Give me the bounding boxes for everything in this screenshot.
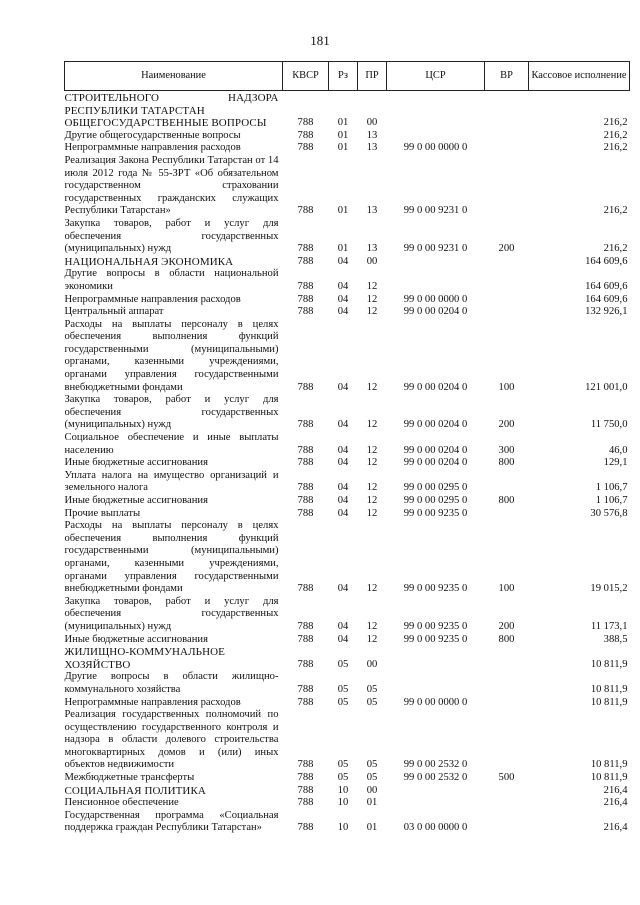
row-name: Иные бюджетные ассигнования [64,495,208,506]
row-csr: 99 0 00 9235 0 [403,620,468,632]
row-pr: 01 [366,797,378,809]
row-vr [485,294,529,307]
table-body [65,91,630,836]
row-name: Иные бюджетные ассигнования [64,457,208,469]
row-pr: 12 [366,280,378,292]
budget-table [64,61,630,835]
table-row [65,634,630,647]
row-pr: 12 [366,583,378,595]
row-csr [387,91,485,118]
row-rz: 05 [337,696,349,708]
row-kvsr: 788 [297,583,314,595]
row-kvsr: 788 [297,633,314,645]
row-pr: 12 [366,306,378,318]
row-amount: 19 015,2 [590,583,628,595]
row-kvsr: 788 [297,306,314,318]
row-vr [485,155,529,218]
table-row [65,772,630,785]
header-pr: ПР [358,62,387,91]
row-amount: 132 926,1 [585,306,628,318]
row-csr [387,671,485,696]
row-csr: 03 0 00 0000 0 [403,822,468,834]
row-amount: 216,4 [603,784,628,796]
row-name: ОБЩЕГОСУДАРСТВЕННЫЕ ВОПРОСЫ [64,117,267,130]
row-pr: 12 [366,495,378,506]
row-csr: 99 0 00 0000 0 [403,696,468,708]
row-rz: 04 [337,255,349,267]
row-pr: 00 [366,255,378,267]
row-pr [358,91,387,118]
row-kvsr: 788 [297,507,314,519]
row-name: Иные бюджетные ассигнования [64,633,208,645]
table-row [65,470,630,495]
row-pr: 13 [366,243,378,255]
row-amount: 10 811,9 [590,683,628,695]
row-rz: 05 [337,683,349,695]
row-vr [485,697,529,710]
row-rz: 01 [337,243,349,255]
row-name: Пенсионное обеспечение [64,797,179,809]
table-row [65,117,630,130]
row-kvsr: 788 [297,457,314,469]
row-csr: 99 0 00 0000 0 [403,142,468,154]
row-kvsr: 788 [297,293,314,305]
row-amount: 10 811,9 [590,658,628,670]
row-vr [485,470,529,495]
row-pr: 00 [366,784,378,796]
table-row [65,508,630,521]
row-rz: 05 [337,658,349,670]
row-pr: 05 [366,683,378,695]
row-rz: 04 [337,583,349,595]
row-amount: 216,2 [603,243,628,255]
row-vr [485,91,529,118]
row-csr: 99 0 00 2532 0 [403,772,468,784]
row-vr: 800 [498,457,515,469]
header-kvsr: КВСР [283,62,329,91]
table-row [65,394,630,432]
row-pr: 12 [366,444,378,456]
row-csr: 99 0 00 0000 0 [403,293,468,305]
row-amount: 216,2 [603,205,628,217]
header-kassovoe: Кассовое исполнение [529,62,630,91]
table-row [65,810,630,835]
page-number: 181 [310,33,330,48]
row-vr: 200 [498,419,515,431]
row-rz: 04 [337,633,349,645]
row-csr: 99 0 00 0204 0 [403,381,468,393]
row-csr: 99 0 00 0295 0 [403,495,468,506]
row-kvsr: 788 [297,797,314,809]
row-amount: 164 609,6 [585,280,628,292]
header-name: Наименование [65,62,283,91]
row-rz: 04 [337,306,349,318]
row-pr: 05 [366,772,378,784]
table-row [65,785,630,798]
header-vr: ВР [485,62,529,91]
row-csr: 99 0 00 9231 0 [403,243,468,255]
row-vr: 100 [498,381,515,393]
row-rz: 04 [337,419,349,431]
row-name: Расходы на выплаты персоналу в целях обеспечения выполнения функций государственными (муниципальными) органами, казенными учреждениями, органами управления государственными внебюджетными фондами [64,318,279,393]
row-kvsr: 788 [297,243,314,255]
row-amount: 216,2 [603,129,628,141]
row-kvsr: 788 [297,696,314,708]
row-kvsr: 788 [297,381,314,393]
table-row [65,671,630,696]
row-pr: 00 [366,658,378,670]
row-kvsr: 788 [297,772,314,784]
header-csr: ЦСР [387,62,485,91]
row-pr: 12 [366,381,378,393]
row-vr [485,671,529,696]
row-name: Другие вопросы в области жилищно-коммунального хозяйства [64,671,279,695]
row-kvsr: 788 [297,444,314,456]
row-kvsr: 788 [297,205,314,217]
row-kvsr: 788 [297,620,314,632]
row-name: Закупка товаров, работ и услуг для обеспечения государственных (муниципальных) нужд [64,595,279,632]
row-pr: 13 [366,205,378,217]
row-amount: 216,4 [603,797,628,809]
row-name: Закупка товаров, работ и услуг для обеспечения государственных (муниципальных) нужд [64,394,279,431]
table-row [65,457,630,470]
row-name: Непрограммные направления расходов [64,142,241,154]
row-name: Закупка товаров, работ и услуг для обеспечения государственных (муниципальных) нужд [64,217,279,255]
row-csr: 99 0 00 0204 0 [403,444,468,456]
row-amount: 164 609,6 [585,293,628,305]
row-csr: 99 0 00 9231 0 [403,205,468,217]
table-row [65,432,630,457]
row-pr: 00 [366,117,378,129]
row-amount: 216,2 [603,142,628,154]
row-amount: 11 750,0 [590,419,628,431]
row-kvsr: 788 [297,129,314,141]
row-kvsr: 788 [297,822,314,834]
row-rz [329,91,358,118]
table-row [65,155,630,218]
row-csr: 99 0 00 2532 0 [403,759,468,771]
row-pr: 13 [366,129,378,141]
row-name: Другие вопросы в области национальной экономики [64,268,279,292]
row-rz: 01 [337,117,349,129]
row-amount: 10 811,9 [590,772,628,784]
row-amount: 216,2 [603,117,628,129]
row-vr [485,646,529,671]
row-csr [387,785,485,798]
row-csr [387,268,485,293]
table-row [65,130,630,143]
row-name: СТРОИТЕЛЬНОГО НАДЗОРА РЕСПУБЛИКИ ТАТАРСТАН [64,92,279,117]
row-csr [387,130,485,143]
row-vr [485,256,529,269]
row-vr [485,709,529,772]
row-amount: 1 106,7 [595,482,628,494]
row-vr: 100 [498,583,515,595]
row-amount [529,91,630,118]
row-vr: 300 [498,444,515,456]
row-kvsr: 788 [297,759,314,771]
row-rz: 04 [337,381,349,393]
row-vr [485,785,529,798]
row-csr: 99 0 00 0204 0 [403,306,468,318]
row-kvsr: 788 [297,280,314,292]
row-vr: 200 [498,243,515,255]
row-amount: 129,1 [603,457,628,469]
table-row [65,218,630,256]
row-rz: 04 [337,482,349,494]
row-rz: 05 [337,759,349,771]
table-row [65,319,630,395]
row-name: Прочие выплаты [64,507,141,519]
row-pr: 12 [366,620,378,632]
row-pr: 12 [366,633,378,645]
row-name: Другие общегосударственные вопросы [64,129,241,141]
row-vr: 800 [498,495,515,506]
row-rz: 04 [337,507,349,519]
table-row [65,596,630,634]
row-kvsr: 788 [297,683,314,695]
row-csr [387,646,485,671]
row-amount: 1 106,7 [595,495,628,506]
row-vr: 800 [498,633,515,645]
row-csr [387,256,485,269]
row-pr: 12 [366,482,378,494]
row-amount: 46,0 [608,444,628,456]
row-pr: 12 [366,507,378,519]
row-vr [485,130,529,143]
row-pr: 13 [366,142,378,154]
row-pr: 05 [366,696,378,708]
row-rz: 10 [337,822,349,834]
header-rz: Рз [329,62,358,91]
row-rz: 05 [337,772,349,784]
row-amount: 388,5 [603,633,628,645]
row-amount: 121 001,0 [585,381,628,393]
row-pr: 01 [366,822,378,834]
table-row [65,294,630,307]
row-amount: 30 576,8 [590,507,628,519]
row-vr [485,117,529,130]
row-kvsr: 788 [297,142,314,154]
table-row [65,268,630,293]
table-row [65,256,630,269]
row-amount: 216,4 [603,822,628,834]
row-csr [387,117,485,130]
row-name: Расходы на выплаты персоналу в целях обеспечения выполнения функций государственными (муниципальными) органами, казенными учреждениями, органами управления государственными внебюджетными фондами [64,520,279,595]
row-rz: 04 [337,280,349,292]
row-kvsr [283,91,329,118]
row-kvsr: 788 [297,784,314,796]
row-pr: 12 [366,293,378,305]
row-name: Государственная программа «Социальная поддержка граждан Республики Татарстан» [64,809,279,834]
row-amount: 164 609,6 [585,255,628,267]
row-name: НАЦИОНАЛЬНАЯ ЭКОНОМИКА [64,255,234,268]
row-amount: 10 811,9 [590,696,628,708]
row-vr [485,268,529,293]
row-kvsr: 788 [297,495,314,506]
row-rz: 04 [337,457,349,469]
row-vr [485,306,529,319]
row-rz: 01 [337,129,349,141]
table-row [65,495,630,508]
row-name: Межбюджетные трансферты [64,772,195,784]
table-row [65,142,630,155]
table-header [65,62,630,91]
row-name: СОЦИАЛЬНАЯ ПОЛИТИКА [64,784,206,797]
row-vr: 500 [498,772,515,784]
table-row [65,797,630,810]
table-row [65,646,630,671]
row-csr: 99 0 00 0295 0 [403,482,468,494]
row-rz: 01 [337,142,349,154]
row-vr [485,508,529,521]
row-pr: 12 [366,457,378,469]
row-amount: 10 811,9 [590,759,628,771]
row-name: Непрограммные направления расходов [64,696,241,708]
row-rz: 04 [337,293,349,305]
row-rz: 10 [337,784,349,796]
table-row [65,91,630,118]
row-pr: 12 [366,419,378,431]
row-rz: 04 [337,444,349,456]
table-row [65,306,630,319]
table-row [65,697,630,710]
row-amount: 11 173,1 [590,620,628,632]
row-rz: 01 [337,205,349,217]
row-kvsr: 788 [297,482,314,494]
row-name: Непрограммные направления расходов [64,293,241,305]
row-kvsr: 788 [297,255,314,267]
row-name: Реализация государственных полномочий по осуществлению государственного контроля и надзора в области долевого строительства многоквартирных домов и (или) иных объектов недвижимости [64,709,279,771]
row-name: Уплата налога на имущество организаций и земельного налога [64,469,279,494]
row-pr: 05 [366,759,378,771]
row-rz: 04 [337,620,349,632]
row-kvsr: 788 [297,419,314,431]
row-csr: 99 0 00 9235 0 [403,507,468,519]
row-name: Реализация Закона Республики Татарстан от 14 июля 2012 года № 55-ЗРТ «Об обязательном государственном страховании государственных гражданских служащих Республики Татарстан» [64,154,279,217]
row-csr [387,797,485,810]
table-row [65,520,630,596]
row-name: Центральный аппарат [64,306,164,318]
row-vr [485,797,529,810]
row-vr [485,810,529,835]
row-rz: 10 [337,797,349,809]
row-rz: 04 [337,495,349,506]
table-row [65,709,630,772]
row-csr: 99 0 00 0204 0 [403,419,468,431]
row-name: Социальное обеспечение и иные выплаты населению [64,432,279,456]
row-vr: 200 [498,620,515,632]
row-csr: 99 0 00 9235 0 [403,633,468,645]
row-name: ЖИЛИЩНО-КОММУНАЛЬНОЕ ХОЗЯЙСТВО [64,646,225,671]
row-csr: 99 0 00 9235 0 [403,583,468,595]
row-kvsr: 788 [297,658,314,670]
row-kvsr: 788 [297,117,314,129]
row-csr: 99 0 00 0204 0 [403,457,468,469]
row-vr [485,142,529,155]
